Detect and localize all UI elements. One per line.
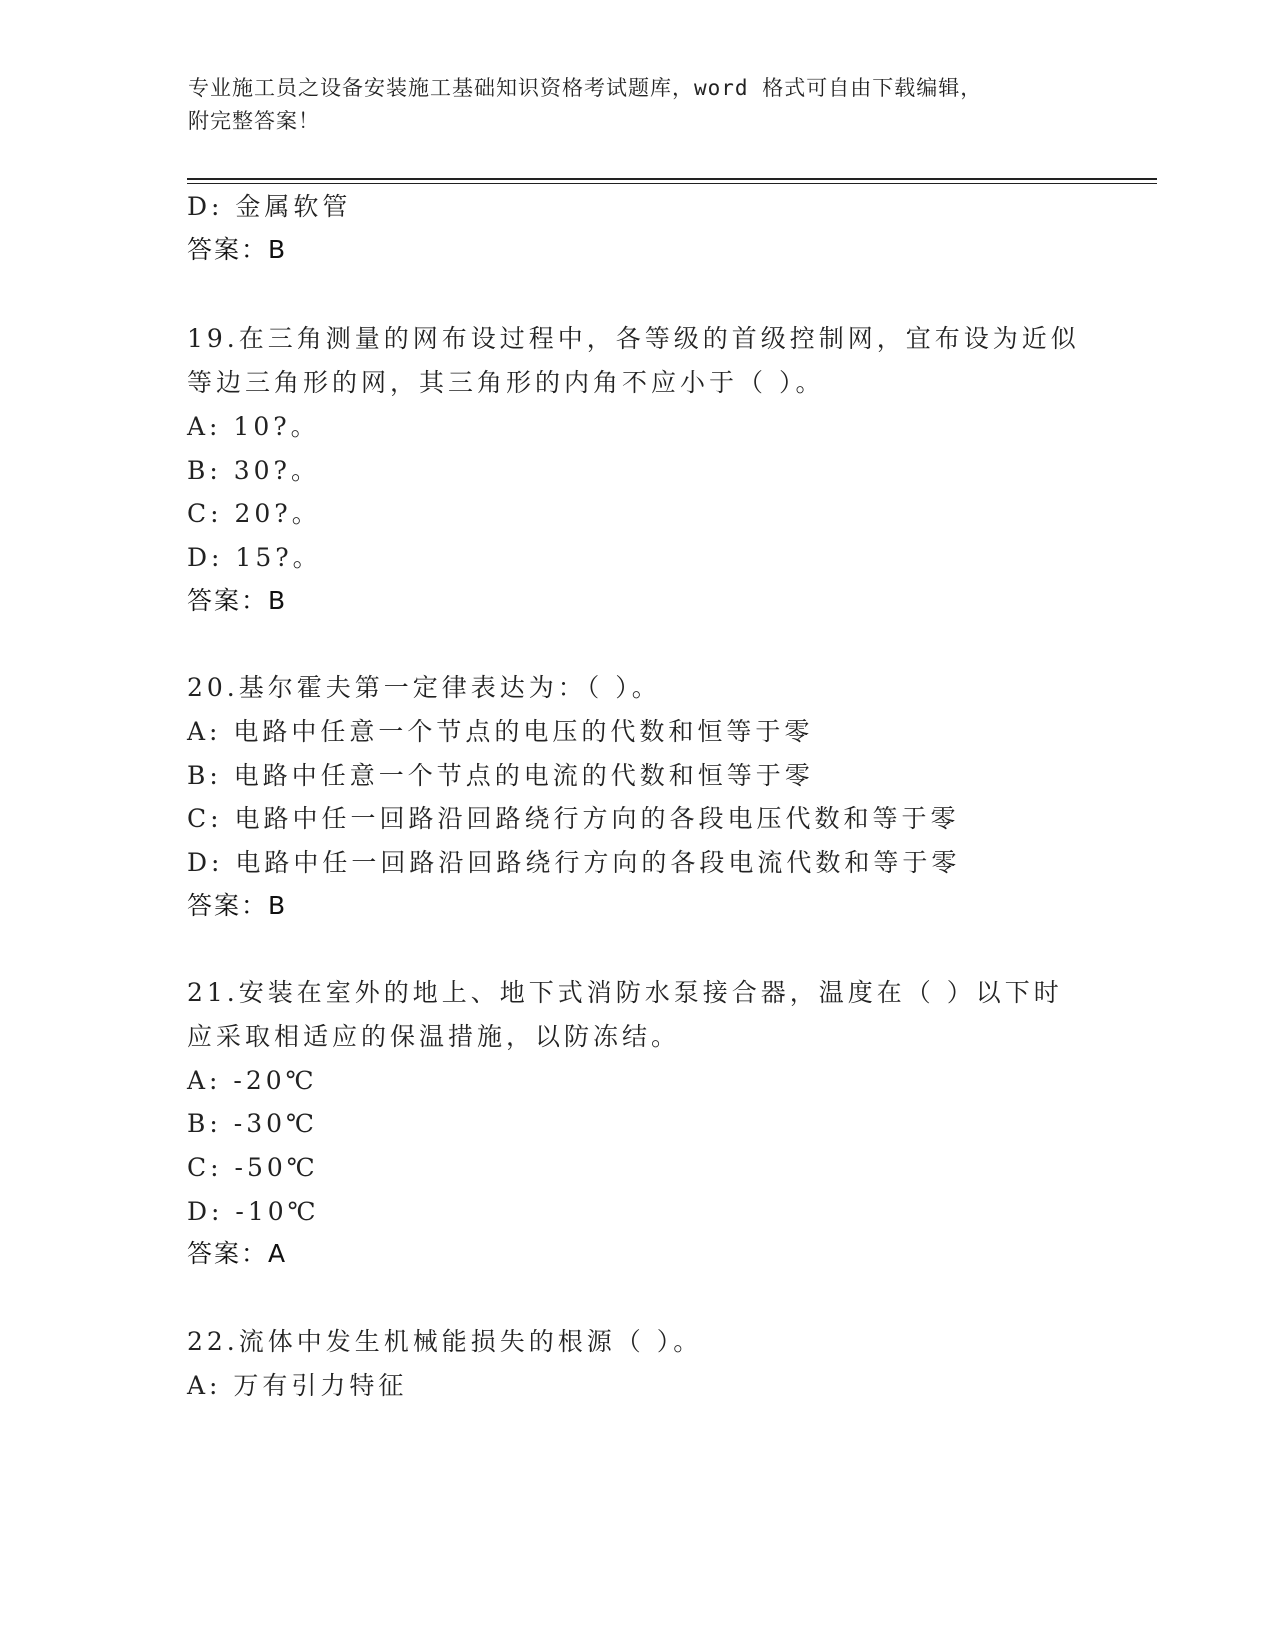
q21-option-d: D: -10℃	[187, 1197, 320, 1226]
q21-stem-line-2: 应采取相适应的保温措施，以防冻结。	[187, 1022, 681, 1051]
q19-option-c: C: 20?。	[187, 499, 321, 528]
q20-answer: 答案：B	[187, 891, 288, 920]
q20-option-d: D: 电路中任一回路沿回路绕行方向的各段电流代数和等于零	[187, 848, 961, 877]
q19-option-a: A: 10?。	[187, 412, 320, 441]
q21-answer: 答案：A	[187, 1239, 288, 1268]
q20-stem-line-1: 20.基尔霍夫第一定律表达为：（ ）。	[187, 673, 661, 702]
header-title-line-2: 附完整答案！	[188, 109, 320, 133]
q19-answer: 答案：B	[187, 586, 288, 615]
q19-stem-line-2: 等边三角形的网，其三角形的内角不应小于（ ）。	[187, 368, 825, 397]
q22-stem-line-1: 22.流体中发生机械能损失的根源（ ）。	[187, 1327, 703, 1356]
document-header	[188, 72, 1068, 138]
q20-option-b: B: 电路中任意一个节点的电流的代数和恒等于零	[187, 761, 814, 790]
q19-option-b: B: 30?。	[187, 456, 320, 485]
q21-option-b: B: -30℃	[187, 1109, 318, 1138]
q22-option-a: A: 万有引力特征	[187, 1371, 408, 1400]
q19-option-d: D: 15?。	[187, 543, 322, 572]
q21-stem-line-1: 21.安装在室外的地上、地下式消防水泵接合器，温度在（ ）以下时	[187, 978, 1063, 1007]
q18-option-d: D: 金属软管	[187, 192, 352, 221]
q21-option-a: A: -20℃	[187, 1066, 318, 1095]
q18-answer: 答案：B	[187, 235, 288, 264]
q21-option-c: C: -50℃	[187, 1153, 319, 1182]
header-divider-thin	[187, 183, 1157, 184]
q19-stem-line-1: 19.在三角测量的网布设过程中，各等级的首级控制网，宜布设为近似	[187, 324, 1080, 353]
q20-option-c: C: 电路中任一回路沿回路绕行方向的各段电压代数和等于零	[187, 804, 960, 833]
header-divider-thick	[187, 178, 1157, 180]
header-title-line-1: 专业施工员之设备安装施工基础知识资格考试题库，word 格式可自由下载编辑，	[188, 76, 983, 100]
q20-option-a: A: 电路中任意一个节点的电压的代数和恒等于零	[187, 717, 814, 746]
